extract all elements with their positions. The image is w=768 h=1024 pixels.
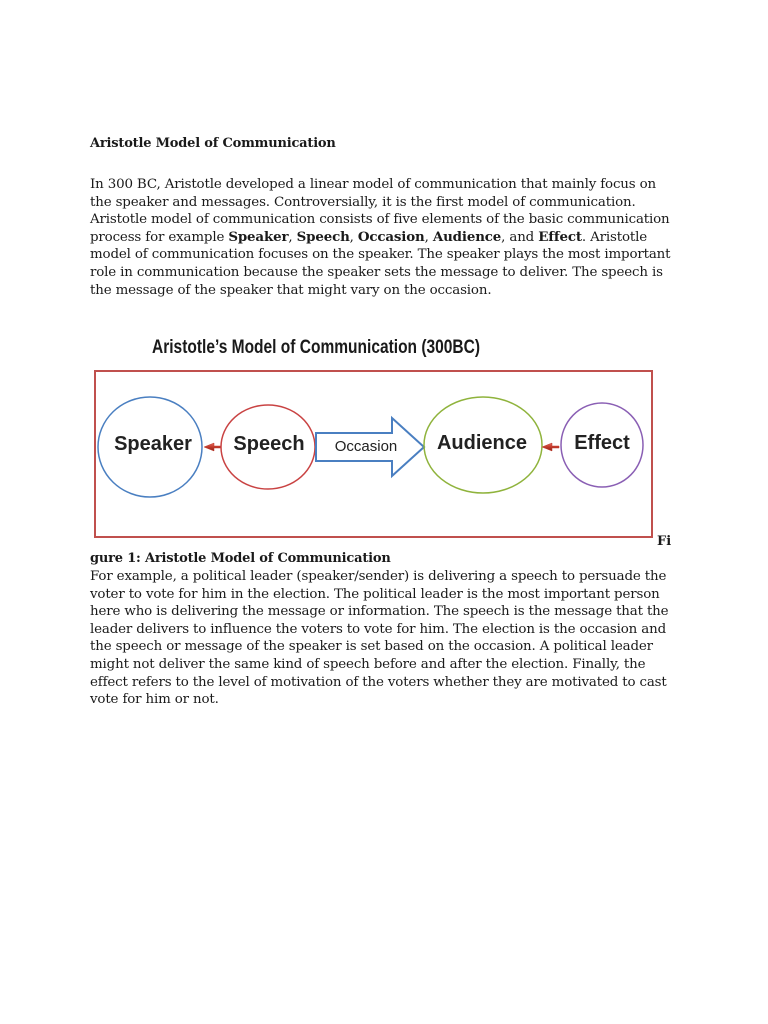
speaker-label: Speaker [114,433,192,455]
example-paragraph: For example, a political leader (speaker/sender) is delivering a speech to persuade the voter to vote for him in the election. The political leader is the most important person here who is delivering the message or information. The speech is the message that the leader delivers to influence the voters to vote for him. The election is the occasion and the speech or message of the speaker is set based on the occasion. A political leader might not deliver the same kind of speech before and after the election. Finally, the effect refers to the level of motivation of the voters whether they are motivated to cast vote for him or not. [90,569,669,708]
audience-label: Audience [436,432,528,454]
intro-text-tail: . Aristotle model of communication focuses on the speaker. The speaker plays the most important role in communication because the speaker sets the message to deliver. The speech is the message of the speaker that might vary on the occasion. [90,229,671,298]
element-effect: Effect [538,228,582,245]
section-heading: Aristotle Model of Communication [90,136,336,151]
element-occasion: Occasion [357,228,425,245]
diagram-title: Aristotle’s Model of Communication (300BC) [152,337,480,358]
occasion-label: Occasion [334,438,398,455]
element-speech: Speech [296,228,350,245]
element-audience: Audience [432,228,502,245]
effect-label: Effect [574,432,630,454]
intro-text: In 300 BC, Aristotle developed a linear model of communication that mainly focus on the speaker and messages. Controversially, it is the first model of communication. Aristotle model of communication consists of five elements of the basic communication process for example [90,177,670,245]
intro-paragraph: In 300 BC, Aristotle developed a linear model of communication that mainly focus on the speaker and messages. Controversially, it is the first model of communication. Aristotle model of communication consists of five elements of the basic communication process for example Speaker, Speech, Occasion, Audience, and Effect. Aristotle model of communication focuses on the speaker. The speaker plays the most important role in communication because the speaker sets the message to deliver. The speech is the message of the speaker that might vary on the occasion. [90,177,671,298]
aristotle-model-diagram [90,330,660,545]
element-speaker: Speaker [228,228,289,245]
speech-label: Speech [233,433,305,455]
caption-fragment: Fi [657,534,672,549]
figure-caption: gure 1: Aristotle Model of Communication [90,551,391,566]
arrow-audience-effect [542,443,559,451]
arrow-speaker-speech [204,443,221,451]
